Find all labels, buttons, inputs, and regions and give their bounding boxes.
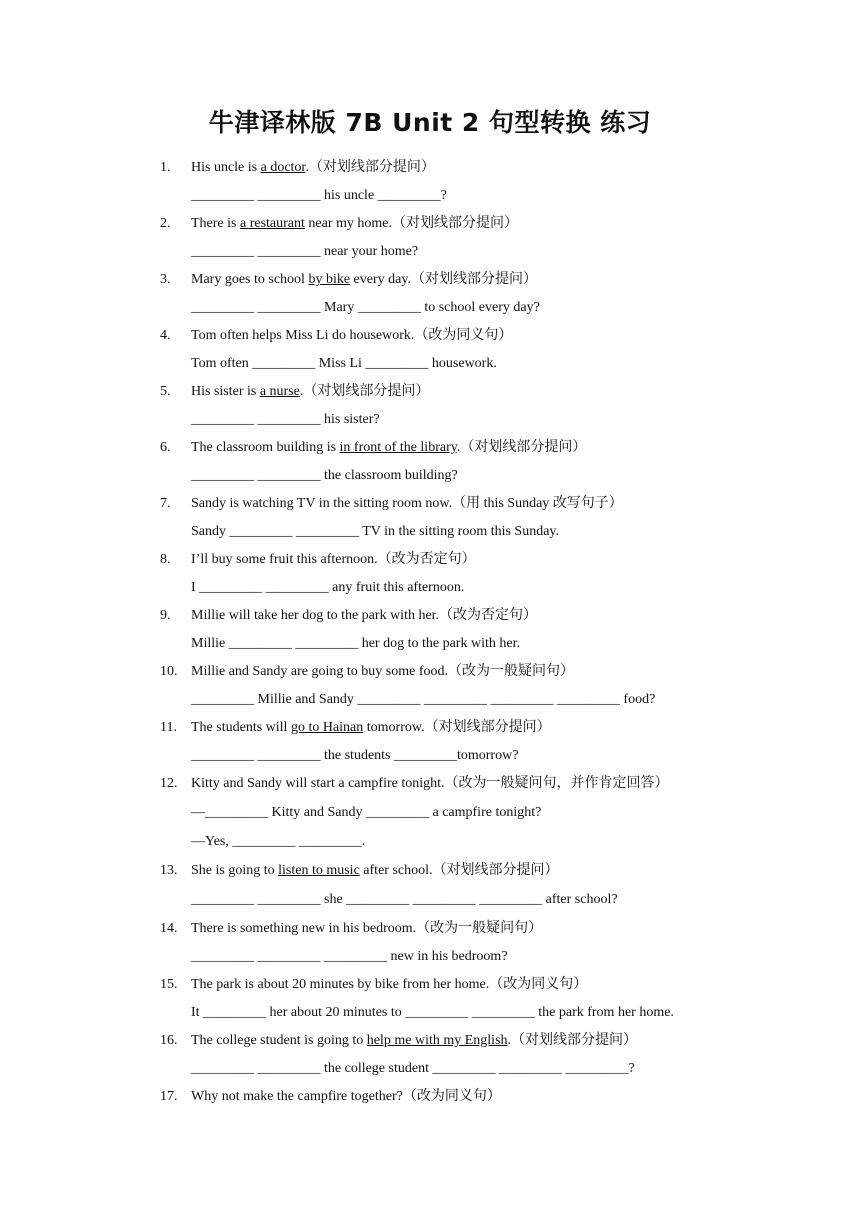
question-text	[191, 719, 551, 737]
question-number: 6.	[160, 440, 171, 455]
answer-line: _________ _________ the classroom building?	[191, 468, 458, 483]
question-segment: His sister is	[191, 384, 260, 399]
question-segment: tomorrow.（对划线部分提问）	[363, 720, 551, 735]
answer-line: _________ _________ the students _________tomorrow?	[191, 748, 519, 763]
question-number: 9.	[160, 608, 171, 623]
question-segment: Kitty and Sandy will start a campfire tonight.（改为一般疑问句，并作肯定回答）	[191, 776, 669, 791]
question-text	[191, 215, 518, 233]
underlined-segment: a restaurant	[239, 216, 305, 231]
question-text	[191, 920, 542, 938]
question-segment: Mary goes to school	[191, 272, 309, 287]
question-text	[191, 862, 559, 880]
answer-line: _________ _________ his uncle _________?	[191, 188, 447, 203]
question-text	[191, 775, 669, 793]
question-segment: .（对划线部分提问）	[456, 440, 587, 455]
question-number: 8.	[160, 552, 171, 567]
question-text	[191, 1032, 637, 1050]
question-number: 12.	[160, 776, 178, 791]
underlined-segment: by bike	[308, 272, 351, 287]
question-number: 4.	[160, 328, 171, 343]
question-segment: .（对划线部分提问）	[299, 384, 430, 399]
question-number: 10.	[160, 664, 178, 679]
question-segment: There is something new in his bedroom.（改为一般疑问句）	[191, 921, 543, 936]
question-number: 11.	[160, 720, 177, 735]
question-segment: .（对划线部分提问）	[507, 1033, 638, 1048]
answer-line: _________ _________ _________ new in his bedroom?	[191, 949, 508, 964]
underlined-segment: a doctor	[260, 160, 306, 175]
question-segment: Tom often helps Miss Li do housework.（改为同义句）	[191, 328, 513, 343]
question-text	[191, 439, 586, 457]
question-number: 5.	[160, 384, 171, 399]
question-segment: every day.（对划线部分提问）	[350, 272, 537, 287]
answer-line: I _________ _________ any fruit this afternoon.	[191, 580, 465, 595]
page-title: 牛津译林版 7B Unit 2 句型转换 练习	[208, 108, 652, 137]
question-text	[191, 327, 512, 345]
answer-line: Millie _________ _________ her dog to the park with her.	[191, 636, 520, 651]
question-number: 13.	[160, 863, 178, 878]
question-text	[191, 383, 429, 401]
question-segment: She is going to	[191, 863, 279, 878]
question-text	[191, 607, 537, 625]
question-number: 16.	[160, 1033, 178, 1048]
answer-line: _________ _________ the college student _________ _________ _________?	[191, 1061, 635, 1076]
question-segment: Why not make the campfire together?（改为同义句）	[191, 1089, 501, 1104]
underlined-segment: a nurse	[259, 384, 300, 399]
answer-line: _________ _________ she _________ _________ _________ after school?	[191, 892, 618, 907]
underlined-segment: in front of the library	[339, 440, 457, 455]
question-segment: The park is about 20 minutes by bike from her home.（改为同义句）	[191, 977, 588, 992]
question-number: 14.	[160, 921, 178, 936]
answer-line: —_________ Kitty and Sandy _________ a campfire tonight?	[191, 805, 542, 820]
question-segment: The students will	[191, 720, 291, 735]
question-segment: .（对划线部分提问）	[305, 160, 435, 175]
underlined-segment: help me with my English	[366, 1033, 508, 1048]
question-number: 3.	[160, 272, 171, 287]
question-segment: There is	[191, 216, 240, 231]
question-segment: Millie will take her dog to the park with her.（改为否定句）	[191, 608, 538, 623]
answer-line: _________ _________ Mary _________ to school every day?	[191, 300, 540, 315]
underlined-segment: listen to music	[278, 863, 360, 878]
question-segment: His uncle is	[191, 160, 261, 175]
question-text	[191, 271, 537, 289]
answer-line: _________ _________ his sister?	[191, 412, 380, 427]
question-segment: near my home.（对划线部分提问）	[304, 216, 518, 231]
question-segment: after school.（对划线部分提问）	[359, 863, 559, 878]
answer-line: _________ _________ near your home?	[191, 244, 419, 259]
question-segment: The classroom building is	[191, 440, 340, 455]
question-text	[191, 551, 476, 569]
question-number: 17.	[160, 1089, 178, 1104]
answer-line: —Yes, _________ _________.	[191, 834, 366, 849]
answer-line: It _________ her about 20 minutes to _________ _________ the park from her home.	[191, 1005, 674, 1020]
question-text	[191, 976, 587, 994]
question-number: 15.	[160, 977, 178, 992]
underlined-segment: go to Hainan	[290, 720, 364, 735]
answer-line: Sandy _________ _________ TV in the sitting room this Sunday.	[191, 524, 560, 539]
answer-line: Tom often _________ Miss Li _________ housework.	[191, 356, 497, 371]
question-text	[191, 663, 574, 681]
answer-line: _________ Millie and Sandy _________ _________ _________ _________ food?	[191, 692, 656, 707]
question-text	[191, 159, 435, 177]
question-segment: I’ll buy some fruit this afternoon.（改为否定句）	[191, 552, 476, 567]
question-segment: The college student is going to	[191, 1033, 367, 1048]
question-number: 1.	[160, 160, 171, 175]
question-segment: Millie and Sandy are going to buy some food.（改为一般疑问句）	[191, 664, 575, 679]
question-number: 2.	[160, 216, 171, 231]
question-text	[191, 495, 623, 513]
question-text	[191, 1088, 501, 1106]
question-segment: Sandy is watching TV in the sitting room now.（用 this Sunday 改写句子）	[191, 496, 623, 511]
question-number: 7.	[160, 496, 171, 511]
